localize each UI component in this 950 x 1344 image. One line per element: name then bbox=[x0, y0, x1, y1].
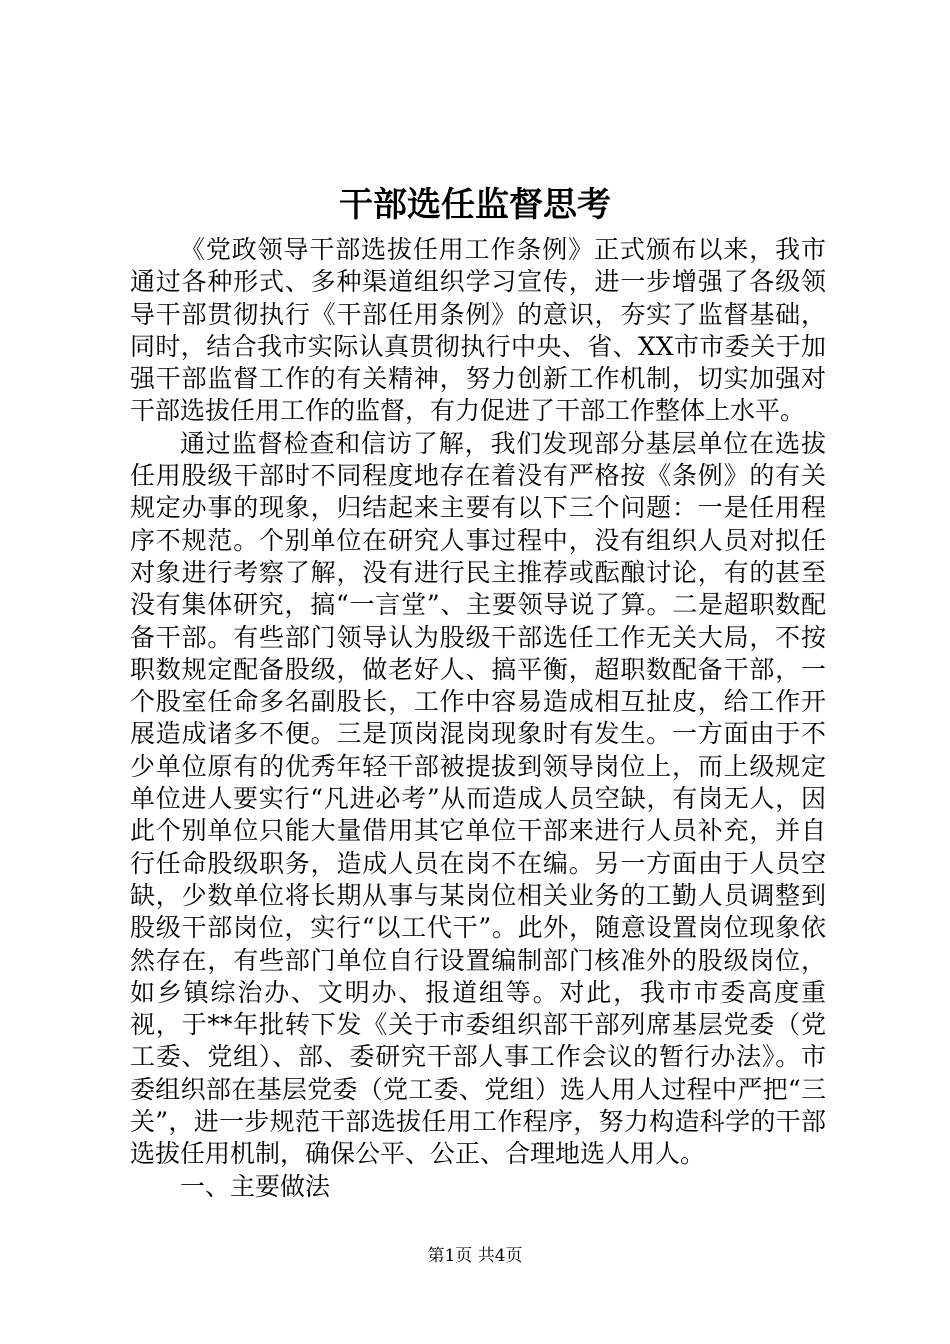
page-footer: 第1页 共4页 bbox=[427, 1246, 523, 1266]
paragraph-intro: 《党政领导干部选拔任用工作条例》正式颁布以来，我市通过各种形式、多种渠道组织学习宣传，进一步增强了各级领导干部贯彻执行《干部任用条例》的意识，夯实了监督基础，同时，结合我市实际认真贯彻执行中央、省、XX市市委关于加强干部监督工作的有关精神，努力创新工作机制，切实加强对干部选拔任用工作的监督，有力促进了干部工作整体上水平。 bbox=[130, 235, 826, 426]
section-heading: 一、主要做法 bbox=[180, 1171, 331, 1201]
paragraph-problems: 通过监督检查和信访了解，我们发现部分基层单位在选拔任用股级干部时不同程度地存在着没有严格按《条例》的有关规定办事的现象，归结起来主要有以下三个问题：一是任用程序不规范。个别单位在研究人事过程中，没有组织人员对拟任对象进行考察了解，没有进行民主推荐或酝酿讨论，有的甚至没有集体研究，搞“一言堂”、主要领导说了算。二是超职数配备干部。有些部门领导认为股级干部选任工作无关大局，不按职数规定配备股级，做老好人、搞平衡，超职数配备干部，一个股室任命多名副股长，工作中容易造成相互扯皮，给工作开展造成诸多不便。三是顶岗混岗现象时有发生。一方面由于不少单位原有的优秀年轻干部被提拔到领导岗位上，而上级规定单位进人要实行“凡进必考”从而造成人员空缺，有岗无人，因此个别单位只能大量借用其它单位干部来进行人员补充，并自行任命股级职务，造成人员在岗不在编。另一方面由于人员空缺，少数单位将长期从事与某岗位相关业务的工勤人员调整到股级干部岗位，实行“以工代干”。此外，随意设置岗位现象依然存在，有些部门单位自行设置编制部门核准外的股级岗位，如乡镇综治办、文明办、报道组等。对此，我市市委高度重视，于**年批转下发《关于市委组织部干部列席基层党委（党工委、党组）、部、委研究干部人事工作会议的暂行办法》。市委组织部在基层党委（党工委、党组）选人用人过程中严把“三关”，进一步规范干部选拔任用工作程序，努力构造科学的干部选拔任用机制，确保公平、公正、合理地选人用人。 bbox=[130, 428, 826, 1169]
document-title: 干部选任监督思考 bbox=[339, 185, 611, 225]
document-body bbox=[130, 234, 826, 1203]
